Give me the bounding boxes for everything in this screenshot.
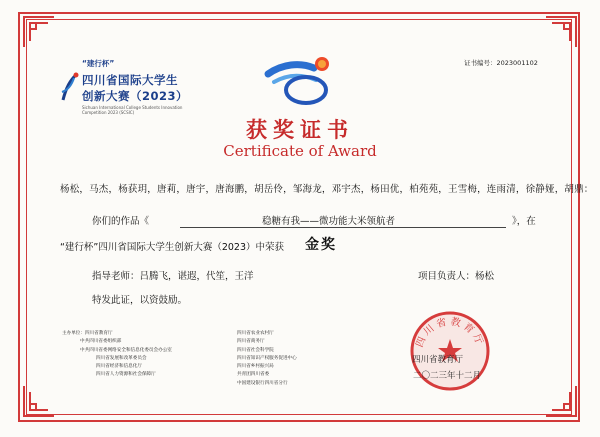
organizer-item: 主办单位：四川省教育厅 (62, 331, 113, 336)
corner-ornament-bottom-left (22, 384, 56, 418)
competition-award-line: “建行杯”四川省国际大学生创新大赛（2023）中荣获 (60, 242, 285, 253)
corner-ornament-top-right (544, 15, 578, 49)
closing-statement: 特发此证，以资鼓励。 (92, 295, 188, 306)
organizer-item: 四川省发展和改革委员会 (96, 355, 147, 361)
corner-ornament-bottom-right (544, 384, 578, 418)
work-title: 稳糖有我——微功能大米领航者 (262, 216, 396, 227)
organizer-item: 中共四川省委网络安全和信息化委员会办公室 (80, 347, 172, 353)
work-prefix-text: 你们的作品《 (92, 216, 150, 227)
competition-name-line2: 创新大赛（2023） (82, 89, 189, 103)
competition-name-line1: 四川省国际大学生 (82, 73, 178, 87)
work-suffix-text: 》，在 (512, 216, 536, 227)
corner-ornament-top-left (22, 15, 56, 49)
certificate-number-label: 证书编号： (464, 59, 497, 67)
award-level: 金奖 (305, 237, 337, 253)
ministry-emblem-icon (262, 52, 338, 108)
issue-date: 二〇二三年十二月 (413, 371, 482, 381)
certificate-title-chinese: 获奖证书 (246, 117, 354, 142)
advisor-line: 指导老师：吕腾飞，谌遐，代笙，王洋 (92, 271, 254, 282)
seal-text: 四川省教育厅 (414, 316, 486, 350)
certificate-number (464, 58, 538, 67)
organizer-item: 四川省农业农村厅 (237, 331, 274, 336)
organizer-item: 四川省社会科学院 (237, 347, 274, 353)
organizer-item: 四川省知识产权服务促进中心 (237, 355, 297, 361)
organizer-item: 四川省经济和信息化厅 (96, 364, 142, 370)
competition-english-name: Sichuan International College Students Innovation Competition 2023 (SCSIC) (82, 105, 183, 115)
organizer-item: 四川省商务厅 (237, 339, 265, 345)
competition-mark-icon (60, 70, 80, 104)
competition-sponsor-tag: “建行杯” (82, 59, 115, 68)
organizer-item: 四川省人力资源和社会保障厅 (96, 372, 156, 378)
recipient-names: 杨松，马杰，杨获玥，唐莉，唐宇，唐海鹏，胡岳伶，邹海龙，邓宇杰，杨田优，柏苑苑，王雪梅，连雨清，徐静娅，胡鼎： (60, 184, 594, 195)
organizers-left-column (62, 330, 172, 380)
project-leader-line: 项目负责人：杨松 (418, 271, 495, 282)
certificate-number-value: 2023001102 (496, 59, 538, 67)
organizer-item: 中共四川省委组织部 (80, 339, 122, 345)
organizer-item: 四川省乡村振兴局 (237, 364, 274, 370)
organizer-item: 中国建设银行四川省分行 (237, 380, 288, 386)
issuer-name: 四川省教育厅 (412, 355, 464, 365)
work-title-underline (180, 227, 506, 228)
organizers-right-column (237, 330, 297, 388)
organizer-item: 共青团四川省委 (237, 372, 270, 378)
certificate-title-english: Certificate of Award (223, 142, 377, 160)
